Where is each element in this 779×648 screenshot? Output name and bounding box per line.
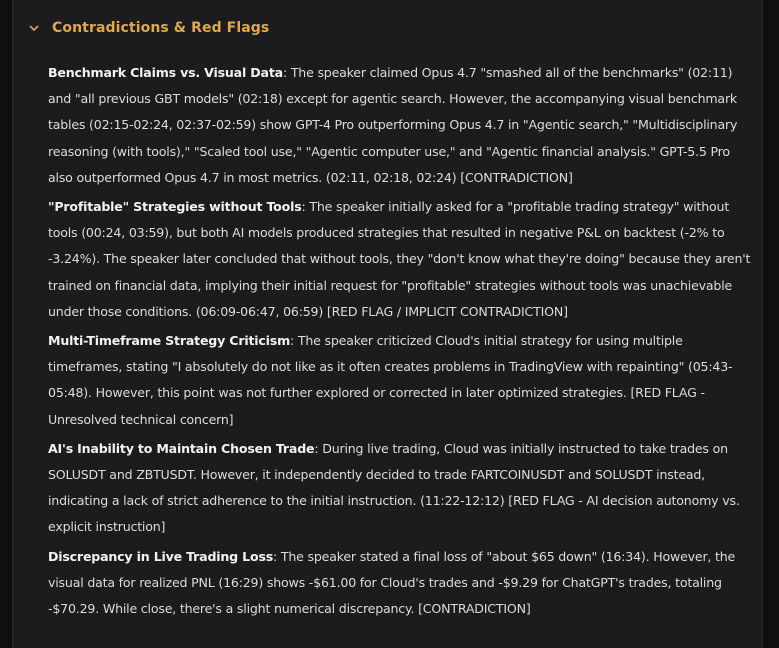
section-title: Contradictions & Red Flags [52, 20, 270, 36]
list-item [48, 60, 754, 191]
item-body: : During live trading, Cloud was initially instructed to take trades on SOLUSDT and ZBTUSDT. However, it independently decided to trade FARTCOINUSDT and SOLUSDT instead, indicating a lack of strict adherence to the initial instruction. (11:22-12:12) [RED FLAG - AI decision autonomy vs. explicit instruction] [48, 440, 740, 535]
item-title: Discrepancy in Live Trading Loss [48, 548, 274, 564]
item-body: : The speaker criticized Cloud's initial strategy for using multiple timeframes, stating "I absolutely do not like as it often creates problems in TradingView with repainting" (05:43-05:48). However, this point was not further explored or corrected in later optimized strategies. [RED FLAG - Unresolved technical concern] [48, 333, 733, 427]
item-title: "Profitable" Strategies without Tools [48, 199, 302, 215]
item-body: : The speaker stated a final loss of "about $65 down" (16:34). However, the visual data for realized PNL (16:29) shows -$61.00 for Cloud's trades and -$9.29 for ChatGPT's trades, totaling -$70.29. While close, there's a slight numerical discrepancy. [CONTRADICTION] [48, 548, 736, 617]
item-title: Benchmark Claims vs. Visual Data [48, 65, 283, 80]
list-item [48, 544, 754, 623]
chevron-down-icon[interactable] [27, 21, 41, 35]
section-header-toggle[interactable] [27, 20, 269, 36]
list-item [48, 436, 754, 541]
list-item [48, 194, 754, 325]
contradictions-panel [12, 0, 763, 648]
item-body: : The speaker initially asked for a "profitable trading strategy" without tools (00:24, 03:59), but both AI models produced strategies that resulted in negative P&L on backtest (-2% to -3.24%). The speaker later concluded that without tools, they "don't know what they're doing" because they aren't trained on financial data, implying their initial request for "profitable" strategies without tools was unachievable under those conditions. (06:09-06:47, 06:59) [RED FLAG / IMPLICIT CONTRADICTION] [48, 199, 751, 319]
item-title: AI's Inability to Maintain Chosen Trade [48, 440, 315, 456]
list-item [48, 328, 754, 433]
item-title: Multi-Timeframe Strategy Criticism [48, 333, 291, 349]
flags-list [48, 60, 754, 625]
item-body: : The speaker claimed Opus 4.7 "smashed all of the benchmarks" (02:11) and "all previous GBT models" (02:18) except for agentic search. However, the accompanying visual benchmark tables (02:15-02:24, 02:37-02:59) show GPT-4 Pro outperforming Opus 4.7 in "Agentic search," "Multidisciplinary reasoning (with tools)," "Scaled tool use," "Agentic computer use," and "Agentic financial analysis." GPT-5.5 Pro also outperformed Opus 4.7 in most metrics. (02:11, 02:18, 02:24) [CONTRADICTION] [48, 65, 738, 185]
